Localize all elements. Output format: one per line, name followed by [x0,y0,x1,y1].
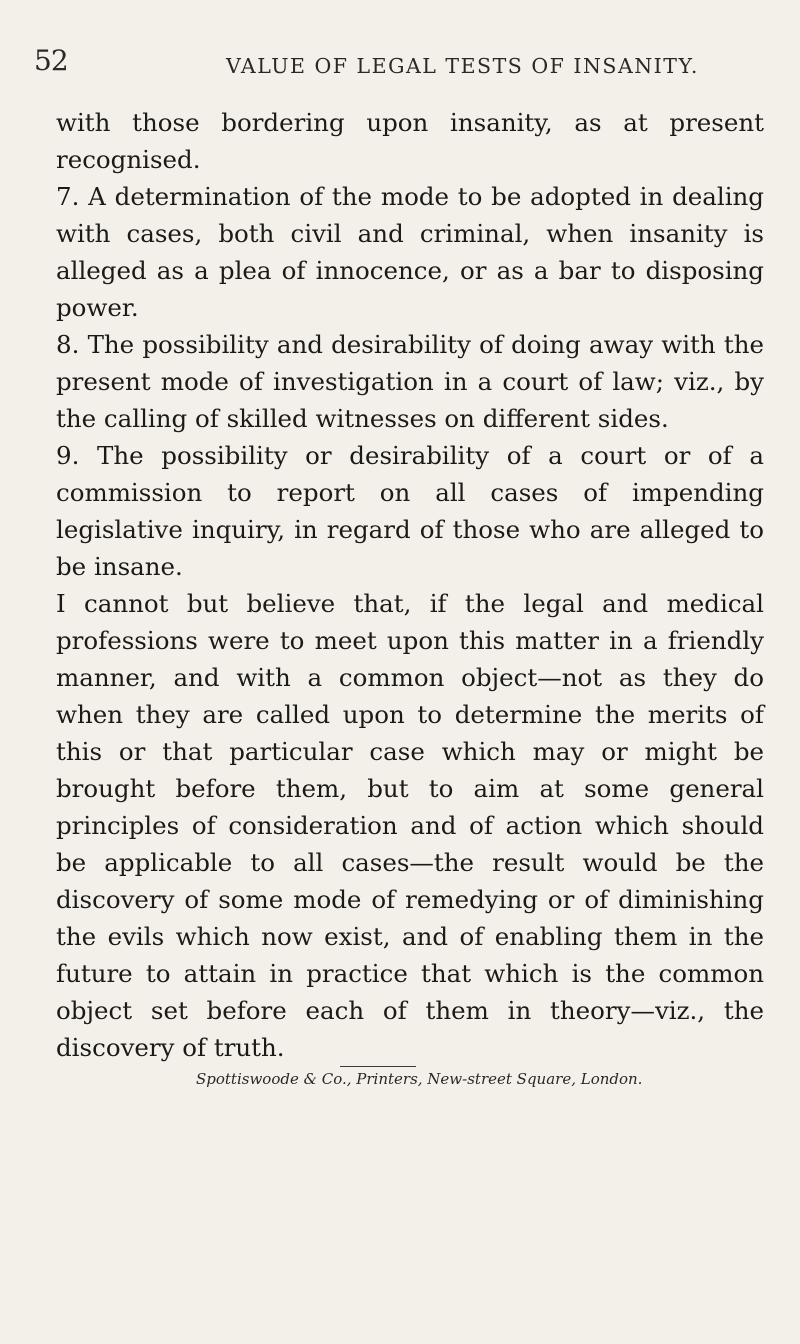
printer-imprint: Spottiswoode & Co., Printers, New-street Square, London. [196,1070,643,1088]
paragraph-item-9: 9. The possibility or desirability of a court or of a commission to report on all cases of impending legislative inquiry, in regard of those who are alleged to be insane. [56,441,764,581]
paragraph-conclusion: I cannot but believe that, if the legal and medical professions were to meet upon this matter in a friendly manner, and with a common object—not as they do when they are called upon to determine the merits of this or that particular case which may or might be brought before them, but to aim at some general principles of consideration and of action which should be applicable to all cases—the result would be the discovery of some mode of remedying or of diminishing the evils which now exist, and of enabling them in the future to attain in practice that which is the common object set before each of them in theory—viz., the discovery of truth. [56,589,764,1062]
paragraph-continuation: with those bordering upon insanity, as at present recognised. [56,108,764,174]
body-text [56,104,764,1066]
running-title: VALUE OF LEGAL TESTS OF INSANITY. [226,54,699,78]
running-head [34,44,734,84]
page-number: 52 [34,44,68,77]
imprint-rule [340,1066,416,1067]
paragraph-item-8: 8. The possibility and desirability of doing away with the present mode of investigation in a court of law; viz., by the calling of skilled witnesses on different sides. [56,330,764,433]
paragraph-item-7: 7. A determination of the mode to be adopted in dealing with cases, both civil and criminal, when insanity is alleged as a plea of innocence, or as a bar to disposing power. [56,182,764,322]
